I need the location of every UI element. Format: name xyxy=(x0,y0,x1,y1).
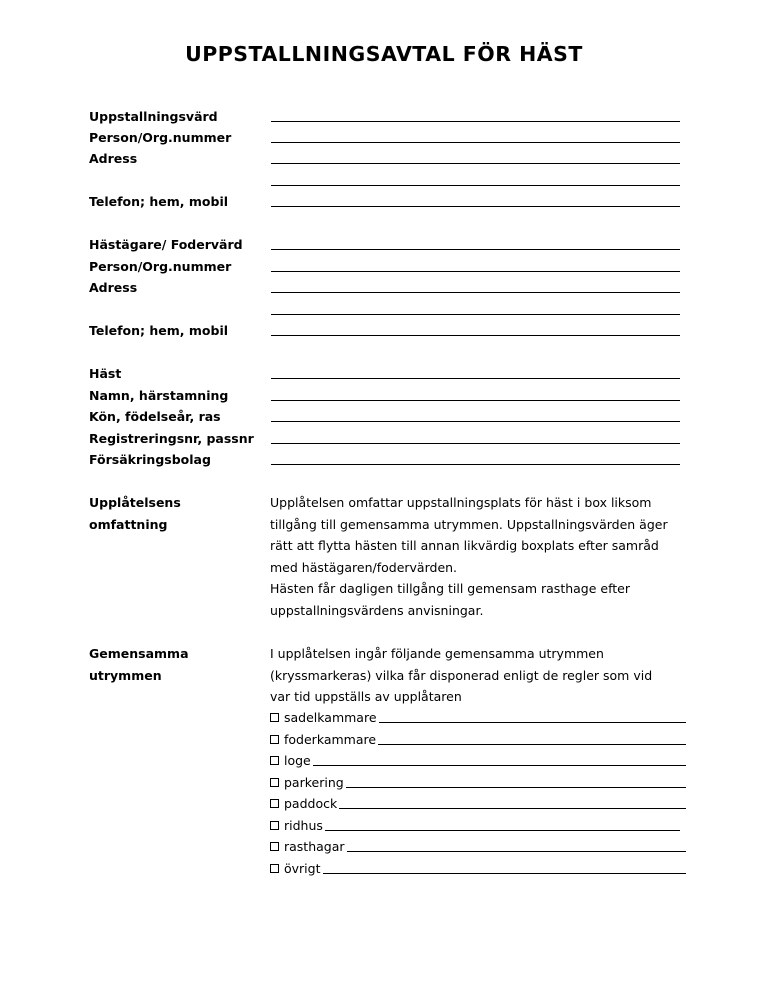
fill-in-line[interactable] xyxy=(347,851,686,852)
field-row xyxy=(0,320,768,341)
common-label-line: utrymmen xyxy=(89,667,162,683)
field-label: Adress xyxy=(89,280,138,295)
fill-in-line[interactable] xyxy=(271,464,680,465)
checkbox-label: övrigt xyxy=(284,861,321,876)
common-paragraph xyxy=(270,643,690,708)
field-row xyxy=(0,234,768,255)
document-title: UPPSTALLNINGSAVTAL FÖR HÄST xyxy=(185,42,583,66)
fill-in-line[interactable] xyxy=(271,121,680,122)
checkbox-label: paddock xyxy=(284,796,338,811)
checkbox-label: foderkammare xyxy=(284,732,377,747)
fill-in-line[interactable] xyxy=(271,292,680,293)
checkbox[interactable] xyxy=(270,842,279,851)
checkbox[interactable] xyxy=(270,799,279,808)
field-label: Person/Org.nummer xyxy=(89,259,232,274)
paragraph-line: med hästägaren/fodervärden. xyxy=(270,559,458,575)
fill-in-line[interactable] xyxy=(271,206,680,207)
field-label: Person/Org.nummer xyxy=(89,130,232,145)
paragraph-line: rätt att flytta hästen till annan likvärdig boxplats efter samråd xyxy=(270,538,659,553)
field-row xyxy=(0,385,768,406)
checkbox[interactable] xyxy=(270,735,279,744)
field-label: Uppstallningsvärd xyxy=(89,109,218,124)
field-label: Namn, härstamning xyxy=(89,388,229,403)
field-row xyxy=(0,363,768,384)
paragraph-line: var tid uppställs av upplåtaren xyxy=(270,689,462,704)
checkbox[interactable] xyxy=(270,778,279,787)
checkbox-item xyxy=(270,707,686,728)
field-row xyxy=(0,277,768,298)
fill-in-line[interactable] xyxy=(339,808,686,809)
paragraph-line: (kryssmarkeras) vilka får disponerad enligt de regler som vid xyxy=(270,667,653,683)
field-label: Registreringsnr, passnr xyxy=(89,431,254,446)
checkbox-label: sadelkammare xyxy=(284,710,377,725)
fill-in-line[interactable] xyxy=(346,787,686,788)
fill-in-line[interactable] xyxy=(325,830,680,831)
field-label: Kön, födelseår, ras xyxy=(89,409,221,424)
field-row xyxy=(0,406,768,427)
field-row xyxy=(0,449,768,470)
scope-paragraph xyxy=(270,492,690,621)
field-row xyxy=(0,170,768,191)
fill-in-line[interactable] xyxy=(323,873,687,874)
field-row xyxy=(0,299,768,320)
field-label: Hästägare/ Fodervärd xyxy=(89,237,243,252)
field-label: Försäkringsbolag xyxy=(89,452,211,467)
field-row xyxy=(0,256,768,277)
scope-label-line: omfattning xyxy=(89,516,168,532)
fill-in-line[interactable] xyxy=(271,249,680,250)
paragraph-line: Hästen får dagligen tillgång till gemensam rasthage efter xyxy=(270,581,630,596)
field-row xyxy=(0,428,768,449)
fill-in-line[interactable] xyxy=(271,443,680,444)
checkbox[interactable] xyxy=(270,821,279,830)
scope-label-line: Upplåtelsens xyxy=(89,495,181,510)
paragraph-line: Upplåtelsen omfattar uppstallningsplats för häst i box liksom xyxy=(270,495,652,510)
checkbox[interactable] xyxy=(270,756,279,765)
fill-in-line[interactable] xyxy=(379,722,686,723)
fill-in-line[interactable] xyxy=(271,142,680,143)
scope-label xyxy=(89,492,181,535)
fill-in-line[interactable] xyxy=(271,335,680,336)
common-label-line: Gemensamma xyxy=(89,646,189,661)
checkbox[interactable] xyxy=(270,713,279,722)
field-row xyxy=(0,148,768,169)
common-label xyxy=(89,643,189,686)
paragraph-line: uppstallningsvärdens anvisningar. xyxy=(270,602,484,618)
fill-in-line[interactable] xyxy=(271,400,680,401)
paragraph-line: tillgång till gemensamma utrymmen. Uppstallningsvärden äger xyxy=(270,516,668,532)
checkbox-label: loge xyxy=(284,753,311,768)
field-label: Telefon; hem, mobil xyxy=(89,194,229,209)
checkbox-item xyxy=(270,772,686,793)
checkbox-item xyxy=(270,858,686,879)
checkbox-label: rasthagar xyxy=(284,839,345,854)
checkbox-item xyxy=(270,836,686,857)
fill-in-line[interactable] xyxy=(271,421,680,422)
field-label: Telefon; hem, mobil xyxy=(89,323,229,338)
field-row xyxy=(0,191,768,212)
checkbox-item xyxy=(270,750,686,771)
fill-in-line[interactable] xyxy=(271,185,680,186)
fill-in-line[interactable] xyxy=(271,378,680,379)
field-row xyxy=(0,106,768,127)
checkbox-label: parkering xyxy=(284,775,344,790)
fill-in-line[interactable] xyxy=(378,744,686,745)
checkbox-item xyxy=(270,729,686,750)
fill-in-line[interactable] xyxy=(313,765,686,766)
fill-in-line[interactable] xyxy=(271,271,680,272)
checkbox[interactable] xyxy=(270,864,279,873)
checkbox-label: ridhus xyxy=(284,818,323,833)
field-label: Häst xyxy=(89,366,122,381)
field-row xyxy=(0,127,768,148)
paragraph-line: I upplåtelsen ingår följande gemensamma utrymmen xyxy=(270,646,604,661)
checkbox-item xyxy=(270,815,680,836)
fill-in-line[interactable] xyxy=(271,314,680,315)
field-label: Adress xyxy=(89,151,138,166)
checkbox-item xyxy=(270,793,686,814)
fill-in-line[interactable] xyxy=(271,163,680,164)
